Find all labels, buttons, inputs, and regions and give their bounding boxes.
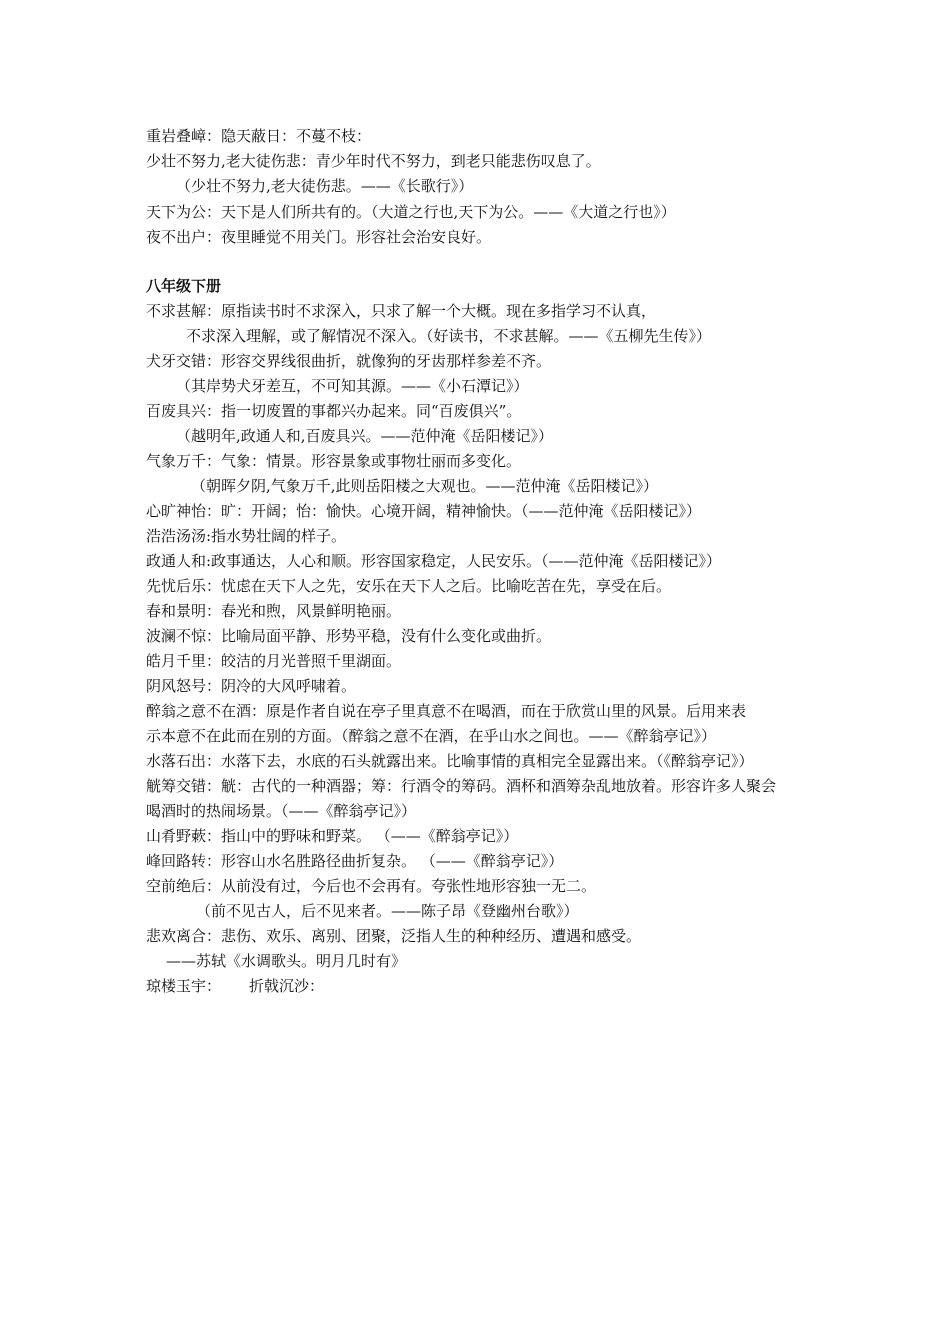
text-line: 皓月千里：皎洁的月光普照千里湖面。: [146, 652, 402, 670]
text-line: 水落石出：水落下去，水底的石头就露出来。比喻事情的真相完全显露出来。（《醉翁亭记》）: [146, 752, 754, 770]
idiom-qionglouyuyu: 琼楼玉宇：: [146, 977, 222, 995]
text-line: 山肴野蔌：指山中的野味和野菜。 （——《醉翁亭记》）: [146, 827, 519, 845]
text-line: 少壮不努力,老大徒伤悲：青少年时代不努力，到老只能悲伤叹息了。: [146, 152, 601, 170]
text-line: 悲欢离合：悲伤、欢乐、离别、团聚，泛指人生的种种经历、遭遇和感受。: [146, 927, 642, 945]
text-line: 示本意不在此而在别的方面。（醉翁之意不在酒，在乎山水之间也。——《醉翁亭记》）: [146, 727, 717, 745]
citation-line: （前不见古人，后不见来者。——陈子昂《登幽州台歌》）: [196, 902, 579, 920]
text-line: 重岩叠嶂：隐天蔽日：不蔓不枝：: [146, 127, 372, 145]
text-line: 阴风怒号：阴冷的大风呼啸着。: [146, 677, 357, 695]
text-line: 春和景明：春光和煦，风景鲜明艳丽。: [146, 602, 402, 620]
citation-line: （其岸势犬牙差互，不可知其源。——《小石潭记》）: [176, 377, 529, 395]
text-line: 不求甚解：原指读书时不求深入，只求了解一个大概。现在多指学习不认真，: [146, 302, 657, 320]
section-heading: 八年级下册: [146, 277, 222, 295]
text-line: 喝酒时的热闹场景。（——《醉翁亭记》）: [146, 802, 417, 820]
text-line: 峰回路转：形容山水名胜路径曲折复杂。 （——《醉翁亭记》）: [146, 852, 564, 870]
citation-line: ——苏轼《水调歌头。明月几时有》: [166, 952, 407, 970]
text-line: 政通人和:政事通达，人心和顺。形容国家稳定，人民安乐。（——范仲淹《岳阳楼记》）: [146, 552, 722, 570]
citation-line: （朝晖夕阴,气象万千,此则岳阳楼之大观也。——范仲淹《岳阳楼记》）: [191, 477, 659, 495]
citation-line: （少壮不努力,老大徒伤悲。——《长歌行》）: [176, 177, 474, 195]
text-line: 醉翁之意不在酒：原是作者自说在亭子里真意不在喝酒，而在于欣赏山里的风景。后用来表: [146, 702, 747, 720]
text-line: 夜不出户：夜里睡觉不用关门。形容社会治安良好。: [146, 228, 492, 246]
idiom-zhejichensha: 折戟沉沙：: [249, 977, 325, 995]
text-line: 心旷神怡：旷：开阔；怡：愉快。心境开阔，精神愉快。（——范仲淹《岳阳楼记》）: [146, 502, 702, 520]
text-line: [146, 977, 324, 995]
text-line: 波澜不惊：比喻局面平静、形势平稳，没有什么变化或曲折。: [146, 627, 552, 645]
text-line: 浩浩汤汤:指水势壮阔的样子。: [146, 527, 347, 545]
text-line: 空前绝后：从前没有过，今后也不会再有。夸张性地形容独一无二。: [146, 877, 597, 895]
citation-line: （越明年,政通人和,百废具兴。——范仲淹《岳阳楼记》）: [176, 427, 554, 445]
text-line: 觥筹交错：觥：古代的一种酒器；筹：行酒令的筹码。酒杯和酒筹杂乱地放着。形容许多人聚会: [146, 777, 777, 795]
text-line: 先忧后乐：忧虑在天下人之先，安乐在天下人之后。比喻吃苦在先，享受在后。: [146, 577, 672, 595]
text-line: 百废具兴：指一切废置的事都兴办起来。同“百废俱兴”。: [146, 402, 522, 420]
text-line: 不求深入理解，或了解情况不深入。（好读书，不求甚解。——《五柳先生传》）: [186, 327, 712, 345]
text-line: 犬牙交错：形容交界线很曲折，就像狗的牙齿那样参差不齐。: [146, 352, 552, 370]
text-line: 天下为公：天下是人们所共有的。（大道之行也,天下为公。——《大道之行也》）: [146, 203, 676, 221]
text-line: 气象万千：气象：情景。形容景象或事物壮丽而多变化。: [146, 452, 522, 470]
